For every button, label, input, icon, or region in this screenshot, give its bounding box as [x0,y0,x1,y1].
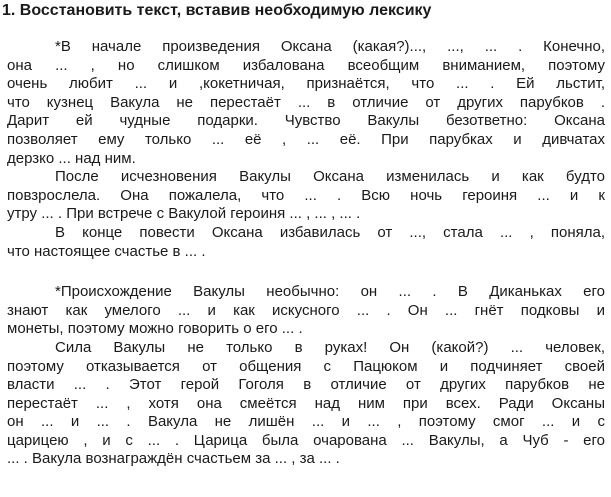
text-line: позволяет ему только ... её , ... её. При парубках и дивчатах [7,130,605,148]
text-line: что кузнец Вакула не перестаёт ... в отличие от других парубков . [7,93,605,111]
text-line: После исчезновения Вакулы Оксана изменилась и как будто [55,168,605,186]
section-vakula [7,283,605,469]
exercise-title: 1. Восстановить текст, вставив необходимую лексику [2,2,432,19]
text-line: она ... , но слишком избалована всеобщим вниманием, поэтому [7,56,605,74]
text-line: царицею , и с ... . Царица была очарована ... Вакулы, а Чуб - его [7,431,605,449]
text-line: утру ... . При встрече с Вакулой героиня ... , ... , ... . [7,205,361,223]
text-line: *В начале произведения Оксана (какая?)..., ..., ... . Конечно, [55,38,605,55]
section-oksana [7,38,605,261]
text-line: ... . Вакула вознаграждён счастьем за ... , за ... . [7,450,340,468]
text-line: Сила Вакулы не только в руках! Он (какой?) ... человек, [55,338,605,356]
text-line: повзрослела. Она пожалела, что ... . Всю ночь героиня ... и к [7,186,605,204]
text-line: монеты, поэтому можно говорить о его ... . [7,320,303,338]
text-line: он ... и ... . Вакула не лишён ... и ... , поэтому смог ... и с [7,413,605,431]
text-line: поэтому отказывается от общения с Пацюком и подчиняет своей [7,357,605,375]
text-line: *Происхождение Вакулы необычно: он ... . В Диканьках его [55,283,605,301]
text-line: дерзко ... над ним. [7,149,136,167]
text-line: власти ... . Этот герой Гоголя в отличие от других парубков не [7,376,605,394]
text-line: очень любит ... и ,кокетничая, признаётся, что ... . Ей льстит, [7,75,605,93]
text-line: что настоящее счастье в ... . [7,242,206,260]
text-line: знают как умелого ... и как искусного ... . Он ... гнёт подковы и [7,301,605,319]
text-line: Дарит ей чудные подарки. Чувство Вакулы безответно: Оксана [7,112,605,130]
text-line: В конце повести Оксана избавилась от ..., стала ... , поняла, [55,223,605,241]
exercise-body [7,38,605,469]
section-gap [7,261,605,283]
text-line: перестаёт ... , хотя она смеётся над ним при всех. Ради Оксаны [7,394,605,412]
